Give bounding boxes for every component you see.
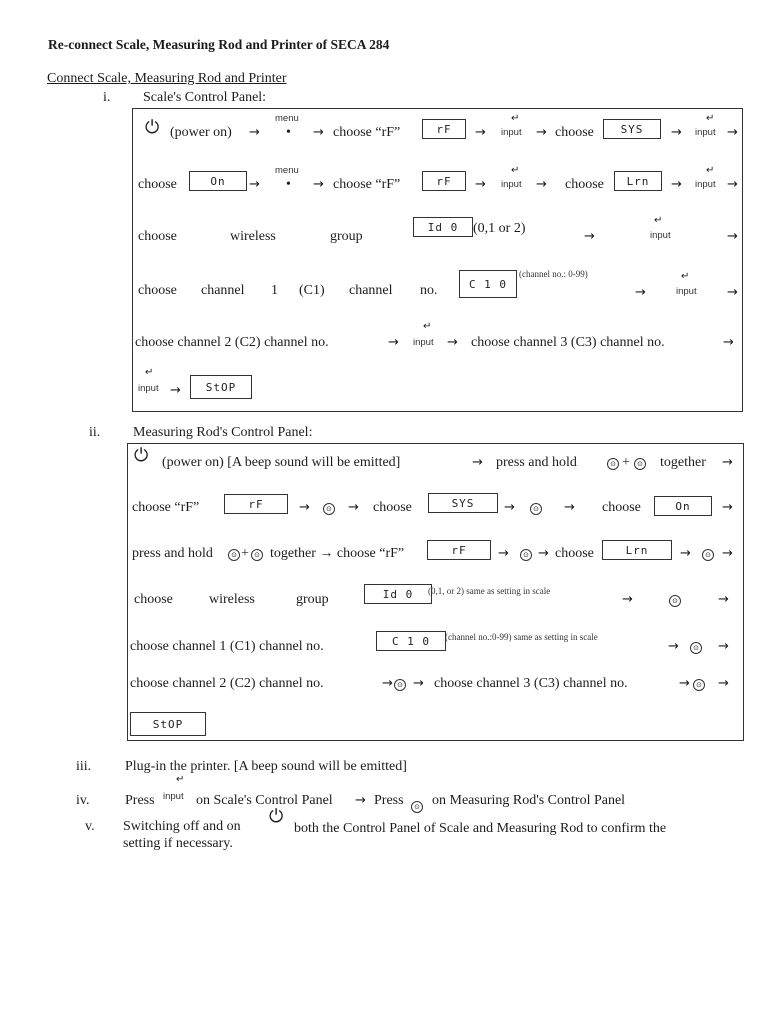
rod-button-icon: ⊙ [702, 549, 714, 561]
arrow-icon: → [536, 125, 547, 140]
step-v-text-1: Switching off and on [123, 819, 241, 834]
arrow-icon: → [584, 229, 595, 244]
lcd-on: On [654, 496, 712, 516]
rod-button-icon: ⊙ [323, 503, 335, 515]
rod-button-icon: ⊙ [530, 503, 542, 515]
choose-channel-3-text: choose channel 3 (C3) channel no. [434, 676, 628, 691]
choose-channel-3-text: choose channel 3 (C3) channel no. [471, 335, 665, 350]
numeral-iii: iii. [76, 759, 92, 774]
arrow-icon: → [718, 676, 729, 691]
scale-row-2 [133, 165, 742, 193]
no-text: no. [420, 283, 438, 298]
arrow-icon: → [671, 125, 682, 140]
arrow-icon: → [680, 546, 691, 561]
power-on-text: (power on) [170, 125, 232, 140]
arrow-icon: → [313, 177, 324, 192]
arrow-icon: → [723, 335, 734, 350]
lcd-stop: StOP [130, 712, 206, 736]
choose-text: choose [555, 125, 594, 140]
section-title: Connect Scale, Measuring Rod and Printer [47, 71, 287, 86]
choose-text: choose [373, 500, 412, 515]
together-text: together [660, 455, 706, 470]
choose-text-2: choose [565, 177, 604, 192]
input-label: input [695, 179, 716, 190]
input-label: input [138, 383, 159, 394]
wireless-text: wireless [209, 592, 255, 607]
scale-panel-heading: Scale's Control Panel: [143, 90, 267, 105]
arrow-icon: → [727, 177, 738, 192]
enter-icon: ↵ [654, 215, 663, 226]
rod-button-icon: ⊙ [394, 679, 406, 691]
arrow-icon: → [668, 639, 679, 654]
rod-row-2 [128, 494, 743, 518]
choose-text: choose [138, 177, 177, 192]
power-icon: ⏻ [145, 117, 160, 138]
menu-dot-icon: • [286, 125, 291, 140]
numeral-v: v. [85, 819, 95, 834]
input-label: input [676, 286, 697, 297]
enter-icon: ↵ [145, 367, 154, 378]
arrow-icon: → [249, 177, 260, 192]
arrow-icon: → [722, 455, 733, 470]
rod-button-icon: ⊙ [693, 679, 705, 691]
choose-text: choose [134, 592, 173, 607]
rod-panel-box [127, 443, 744, 741]
menu-label: menu [275, 113, 299, 124]
rod-right-button-icon: ⊙ [634, 458, 646, 470]
group-text: group [330, 229, 363, 244]
lcd-sys: SYS [603, 119, 661, 139]
rod-button-icon: ⊙ [411, 796, 423, 814]
choose-text: choose [138, 283, 177, 298]
channel-text: channel [201, 283, 245, 298]
input-label: input [695, 127, 716, 138]
scale-row-4 [133, 269, 742, 300]
arrow-icon: → [727, 229, 738, 244]
group-note: (0,1 or 2) [473, 221, 526, 236]
rod-button-icon: ⊙ [690, 642, 702, 654]
lcd-c1: C 1 0 [459, 270, 517, 298]
arrow-icon: → [622, 592, 633, 607]
lcd-on: On [189, 171, 247, 191]
arrow-icon: → [249, 125, 260, 140]
arrow-icon: → [388, 335, 399, 350]
input-label: input [163, 791, 184, 802]
step-iv-text-2: on Measuring Rod's Control Panel [432, 793, 626, 808]
document-title: Re-connect Scale, Measuring Rod and Printer of SECA 284 [48, 37, 390, 52]
scale-panel-box [132, 108, 743, 412]
step-iv-press: Press [125, 793, 155, 808]
rod-left-button-icon: ⊙ [607, 458, 619, 470]
lcd-rf: rF [427, 540, 491, 560]
arrow-icon: → [299, 500, 310, 515]
arrow-icon: → [536, 177, 547, 192]
choose-rf-text: choose “rF” [333, 177, 401, 192]
channel-note: (channel no.:0-99) same as setting in scale [445, 632, 598, 642]
arrow-icon: → [718, 592, 729, 607]
input-label: input [413, 337, 434, 348]
arrow-icon: → [727, 125, 738, 140]
channel-number: 1 [271, 283, 278, 298]
lcd-id: Id 0 [413, 217, 473, 237]
plus-text: + [241, 546, 249, 561]
choose-rf-text: choose “rF” [333, 125, 401, 140]
choose-text: choose [138, 229, 177, 244]
rod-button-icon: ⊙ [669, 595, 681, 607]
numeral-ii: ii. [89, 425, 101, 440]
enter-icon: ↵ [176, 774, 185, 785]
arrow-icon: → [671, 177, 682, 192]
arrow-icon: → [475, 125, 486, 140]
power-on-beep-text: (power on) [A beep sound will be emitted] [162, 455, 401, 470]
choose-text: choose [555, 546, 594, 561]
arrow-icon: → [564, 500, 575, 515]
menu-dot-icon: • [286, 177, 291, 192]
lcd-sys: SYS [428, 493, 498, 513]
enter-icon: ↵ [681, 271, 690, 282]
choose-channel-1-text: choose channel 1 (C1) channel no. [130, 639, 324, 654]
step-iv-press-2: Press [374, 793, 404, 808]
enter-icon: ↵ [706, 165, 715, 176]
arrow-icon: → [679, 676, 690, 691]
menu-label: menu [275, 165, 299, 176]
channel-note: (channel no.: 0-99) [519, 269, 588, 279]
step-iii-text: Plug-in the printer. [A beep sound will be emitted] [125, 759, 407, 774]
arrow-icon: → [635, 285, 646, 300]
enter-icon: ↵ [511, 113, 520, 124]
lcd-lrn: Lrn [602, 540, 672, 560]
rod-row-4 [128, 586, 743, 610]
numeral-iv: iv. [76, 793, 90, 808]
lcd-stop: StOP [190, 375, 252, 399]
group-note: (0,1, or 2) same as setting in scale [428, 586, 551, 596]
plus-text: + [622, 455, 630, 470]
enter-icon: ↵ [706, 113, 715, 124]
arrow-icon: → [382, 676, 393, 691]
lcd-rf: rF [422, 119, 466, 139]
scale-row-5 [133, 321, 742, 351]
step-iv-text-1: on Scale's Control Panel [196, 793, 333, 808]
arrow-icon: → [498, 546, 509, 561]
power-icon: ⏻ [269, 806, 284, 827]
lcd-lrn: Lrn [614, 171, 662, 191]
arrow-icon: → [355, 793, 366, 808]
input-label: input [501, 179, 522, 190]
arrow-icon: → [727, 285, 738, 300]
rod-row-6 [128, 674, 743, 698]
arrow-icon: → [313, 125, 324, 140]
press-hold-text: press and hold [132, 546, 213, 561]
scale-row-3 [133, 215, 742, 245]
choose-channel-2-text: choose channel 2 (C2) channel no. [135, 335, 329, 350]
rod-right-button-icon: ⊙ [251, 549, 263, 561]
step-v-text-3: setting if necessary. [123, 836, 233, 851]
lcd-id: Id 0 [364, 584, 432, 604]
arrow-icon: → [447, 335, 458, 350]
enter-icon: ↵ [511, 165, 520, 176]
arrow-icon: → [722, 546, 733, 561]
arrow-icon: → [348, 500, 359, 515]
lcd-rf: rF [422, 171, 466, 191]
rod-row-5 [128, 633, 743, 657]
together-choose-rf-text: together → choose “rF” [270, 546, 405, 561]
lcd-rf: rF [224, 494, 288, 514]
arrow-icon: → [475, 177, 486, 192]
arrow-icon: → [504, 500, 515, 515]
arrow-icon: → [413, 676, 424, 691]
arrow-icon: → [722, 500, 733, 515]
input-label: input [650, 230, 671, 241]
arrow-icon: → [718, 639, 729, 654]
power-icon: ⏻ [134, 445, 149, 466]
choose-text-2: choose [602, 500, 641, 515]
rod-row-3 [128, 540, 743, 564]
scale-row-1 [133, 113, 742, 141]
choose-channel-2-text: choose channel 2 (C2) channel no. [130, 676, 324, 691]
channel-text-2: channel [349, 283, 393, 298]
arrow-icon: → [538, 546, 549, 561]
input-label: input [501, 127, 522, 138]
enter-icon: ↵ [423, 321, 432, 332]
press-hold-text: press and hold [496, 455, 577, 470]
group-text: group [296, 592, 329, 607]
numeral-i: i. [103, 90, 111, 105]
scale-row-6 [133, 367, 742, 398]
rod-left-button-icon: ⊙ [228, 549, 240, 561]
c1-text: (C1) [299, 283, 325, 298]
rod-button-icon: ⊙ [520, 549, 532, 561]
rod-panel-heading: Measuring Rod's Control Panel: [133, 425, 313, 440]
rod-row-7 [128, 710, 743, 734]
wireless-text: wireless [230, 229, 276, 244]
step-v-text-2: both the Control Panel of Scale and Measuring Rod to confirm the [294, 821, 667, 836]
arrow-icon: → [170, 383, 181, 398]
lcd-c1: C 1 0 [376, 631, 446, 651]
choose-rf-text: choose “rF” [132, 500, 200, 515]
arrow-icon: → [472, 455, 483, 470]
rod-row-1 [128, 446, 743, 470]
